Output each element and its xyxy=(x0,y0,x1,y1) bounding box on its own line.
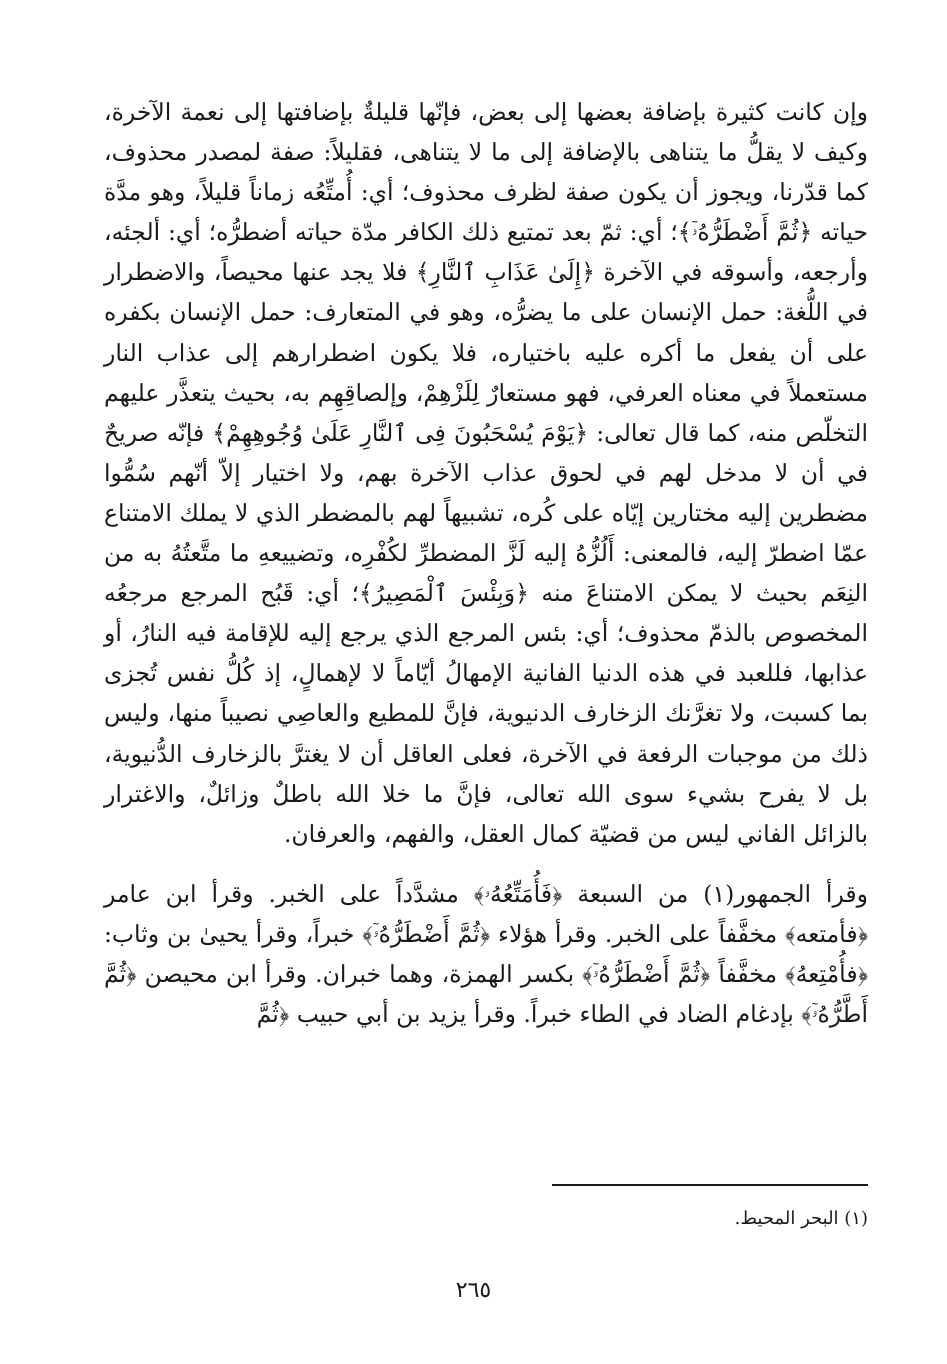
paragraph: وإن كانت كثيرة بإضافة بعضها إلى بعض، فإنّها قليلةٌ بإضافتها إلى نعمة الآخرة، وكيف لا يقلُّ ما يتناهى بالإضافة إلى ما لا يتناهى، فقليلاً: صفة لمصدر محذوف، كما قدّرنا، ويجوز أن يكون صفة لظرف محذوف؛ أي: أُمتِّعُه زماناً قليلاً، وهو مدَّة حياته ﴿ثُمَّ أَضْطَرُّهُۥٓ﴾؛ أي: ثمّ بعد تمتيع ذلك الكافر مدّة حياته أضطرُّه؛ أي: ألجئه، وأرجعه، وأسوقه في الآخرة ﴿إِلَىٰ عَذَابِ ٱلنَّارِ﴾ فلا يجد عنها محيصاً، والاضطرار في اللُّغة: حمل الإنسان على ما يضرُّه، وهو في المتعارف: حمل الإنسان بكفره على أن يفعل ما أكره عليه باختياره، فلا يكون اضطرارهم إلى عذاب النار مستعملاً في معناه العرفي، فهو مستعارٌ لِلَزْهِمْ، وإلصاقِهِم به، بحيث يتعذَّر عليهم التخلّص منه، كما قال تعالى: ﴿يَوْمَ يُسْحَبُونَ فِى ٱلنَّارِ عَلَىٰ وُجُوهِهِمْ﴾ فإنّه صريحٌ في أن لا مدخل لهم في لحوق عذاب الآخرة بهم، ولا اختيار إلاّ أنّهم سُمُّوا مضطرين إليه مختارين إيّاه على كُره، تشبيهاً لهم بالمضطر الذي لا يملك الامتناع عمّا اضطرّ إليه، فالمعنى: أَلُزُّهُ إليه لَزَّ المضطرِّ لكُفْرِه، وتضييعهِ ما متَّعتُهُ به من النِعَم بحيث لا يمكن الامتناعَ منه ﴿وَبِئْسَ ٱلْمَصِيرُ﴾؛ أي: قَبُح المرجع مرجعُه المخصوص بالذمّ محذوف؛ أي: بئس المرجع الذي يرجع إليه للإقامة فيه النارُ، أو عذابها، فللعبد في هذه الدنيا الفانية الإمهالُ أيّاماً لا لإهمالٍ، إذ كُلُّ نفس تُجزى بما كسبت، ولا تغرَّنك الزخارف الدنيوية، فإنَّ للمطيع والعاصِي نصيباً منها، وليس ذلك من موجبات الرفعة في الآخرة، فعلى العاقل أن لا يغترَّ بالزخارف الدُّنيوية، بل لا يفرح بشيء سوى الله تعالى، فإنَّ ما خلا الله باطلٌ وزائلٌ، والاغترار بالزائل الفاني ليس من قضيّة كمال العقل، والفهم، والعرفان. xyxy=(104,98,868,848)
main-text xyxy=(104,92,868,1034)
footnote-separator xyxy=(552,1184,868,1186)
paragraph: وقرأ الجمهور(١) من السبعة ﴿فَأُمَتِّعُهُۥ﴾ مشدَّداً على الخبر. وقرأ ابن عامر ﴿فأمتعه﴾ مخفَّفاً على الخبر. وقرأ هؤلاء ﴿ثُمَّ أَضْطَرُّهُۥٓ﴾ خبراً، وقرأ يحيىٰ بن وثاب: ﴿فأُمْتِعهُ﴾ مخفَّفاً ﴿ثُمَّ أَضْطَرُّهُۥٓ﴾ بكسر الهمزة، وهما خبران. وقرأ ابن محيصن ﴿ثُمَّ أَطَّرُّهُۥٓ﴾ بإدغام الضاد في الطاء خبراً. وقرأ يزيد بن أبي حبيب ﴿ثُمَّ xyxy=(104,879,868,1029)
footnote: (١) البحر المحيط. xyxy=(734,1208,868,1229)
page-number: ٢٦٥ xyxy=(455,1278,492,1303)
